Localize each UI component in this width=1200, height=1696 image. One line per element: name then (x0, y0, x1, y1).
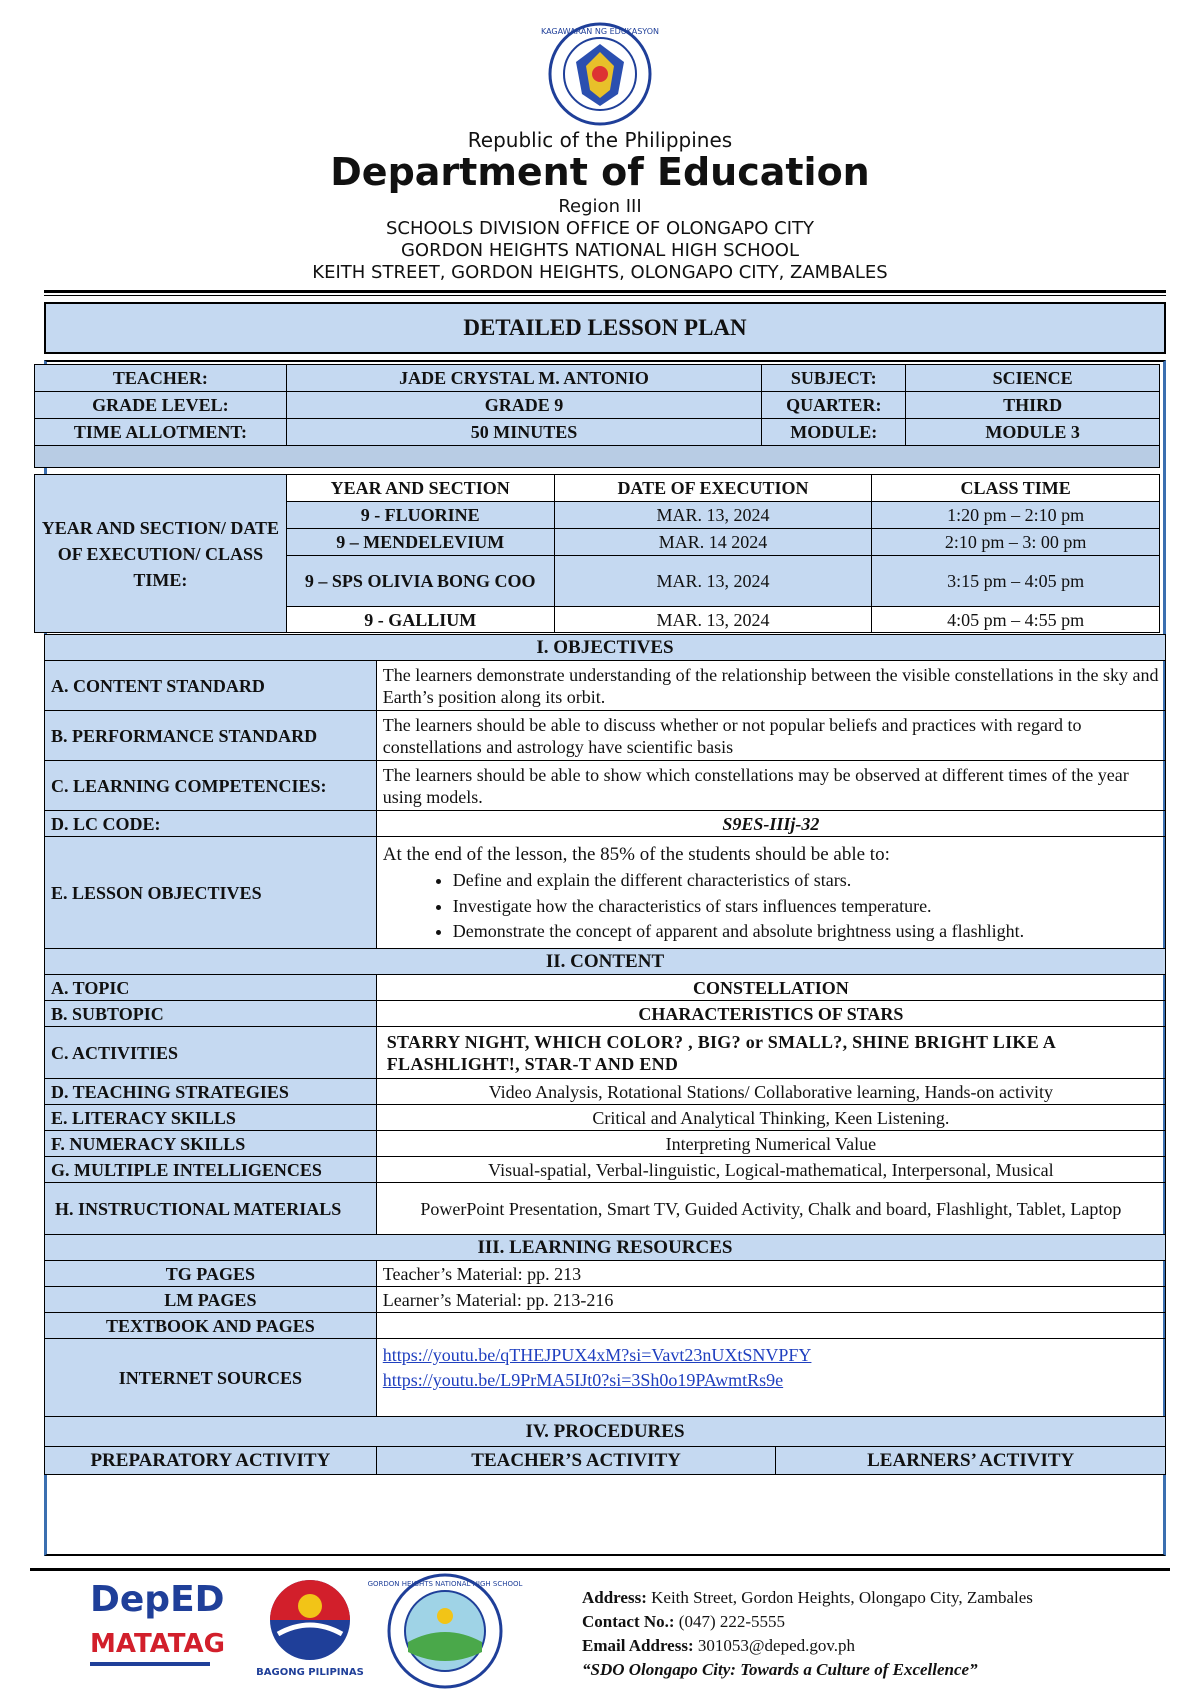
learning-competencies-label: C. LEARNING COMPETENCIES: (45, 761, 377, 811)
numeracy-label: F. NUMERACY SKILLS (45, 1131, 377, 1157)
grade-value: GRADE 9 (286, 392, 761, 419)
seal-text: KAGAWARAN NG EDUKASYON (540, 27, 660, 36)
date-cell: MAR. 14 2024 (554, 529, 872, 556)
time-label: TIME ALLOTMENT: (35, 419, 287, 446)
lm-pages-label: LM PAGES (45, 1287, 377, 1313)
preparatory-activity-header: PREPARATORY ACTIVITY (45, 1447, 377, 1475)
footer-email-value: 301053@deped.gov.ph (693, 1636, 856, 1655)
teacher-value: JADE CRYSTAL M. ANTONIO (286, 365, 761, 392)
time-value: 50 MINUTES (286, 419, 761, 446)
internet-link-2[interactable]: https://youtu.be/L9PrMA5IJt0?si=3Sh0o19PAwmtRs9e (382, 1370, 784, 1390)
materials-value: PowerPoint Presentation, Smart TV, Guided Activity, Chalk and board, Flashlight, Tablet, Laptop (376, 1183, 1165, 1235)
lesson-objectives-label: E. LESSON OBJECTIVES (45, 837, 377, 949)
region-line: Region III (558, 196, 642, 217)
bagong-pilipinas-logo (250, 1576, 370, 1686)
tg-pages-value: Teacher’s Material: pp. 213 (376, 1261, 1165, 1287)
subtopic-value: CHARACTERISTICS OF STARS (376, 1001, 1165, 1027)
quarter-value: THIRD (906, 392, 1160, 419)
internet-sources-cell (376, 1339, 1165, 1417)
objectives-heading: I. OBJECTIVES (45, 635, 1166, 661)
address-line: KEITH STREET, GORDON HEIGHTS, OLONGAPO CITY, ZAMBALES (312, 262, 888, 283)
department-title: Department of Education (330, 150, 870, 194)
footer-contact-label: Contact No.: (582, 1612, 675, 1631)
module-value: MODULE 3 (906, 419, 1160, 446)
teacher-activity-header: TEACHER’S ACTIVITY (376, 1447, 776, 1475)
topic-label: A. TOPIC (45, 975, 377, 1001)
time-cell: 2:10 pm – 3: 00 pm (872, 529, 1160, 556)
internet-sources-label: INTERNET SOURCES (45, 1339, 377, 1417)
footer-address-value: Keith Street, Gordon Heights, Olongapo City, Zambales (646, 1588, 1033, 1607)
subject-label: SUBJECT: (762, 365, 906, 392)
date-cell: MAR. 13, 2024 (554, 502, 872, 529)
subject-value: SCIENCE (906, 365, 1160, 392)
learners-activity-header: LEARNERS’ ACTIVITY (776, 1447, 1166, 1475)
content-heading: II. CONTENT (45, 949, 1166, 975)
time-cell: 1:20 pm – 2:10 pm (872, 502, 1160, 529)
header-rule (44, 290, 1166, 293)
lesson-table (44, 634, 1166, 1475)
performance-standard-label: B. PERFORMANCE STANDARD (45, 711, 377, 761)
topic-value: CONSTELLATION (376, 975, 1165, 1001)
learning-competencies-value: The learners should be able to show which constellations may be observed at different times of the year using models. (376, 761, 1165, 811)
lesson-objectives-intro: At the end of the lesson, the 85% of the students should be able to: (382, 843, 890, 865)
division-line: SCHOOLS DIVISION OFFICE OF OLONGAPO CITY (385, 218, 815, 239)
teacher-label: TEACHER: (35, 365, 287, 392)
info-table (34, 364, 1160, 468)
list-item: • Investigate how the characteristics of stars influences temperature. (453, 893, 1159, 919)
procedures-heading: IV. PROCEDURES (45, 1417, 1166, 1447)
bagong-pilipinas-emblem (250, 1576, 370, 1662)
footer-contact (582, 1610, 1033, 1634)
strategies-value: Video Analysis, Rotational Stations/ Collaborative learning, Hands-on activity (376, 1079, 1165, 1105)
quarter-label: QUARTER: (762, 392, 906, 419)
resources-heading: III. LEARNING RESOURCES (45, 1235, 1166, 1261)
section-cell: 9 - FLUORINE (286, 502, 554, 529)
schedule-side-label: YEAR AND SECTION/ DATE OF EXECUTION/ CLASS TIME: (35, 475, 287, 633)
document-title: DETAILED LESSON PLAN (44, 302, 1166, 354)
content-standard-label: A. CONTENT STANDARD (45, 661, 377, 711)
school-seal-logo (367, 1572, 523, 1690)
activities-value: STARRY NIGHT, WHICH COLOR? , BIG? or SMALL?, SHINE BRIGHT LIKE A FLASHLIGHT!, STAR-T AND END (376, 1027, 1165, 1079)
materials-label: H. INSTRUCTIONAL MATERIALS (45, 1183, 377, 1235)
date-cell: MAR. 13, 2024 (554, 556, 872, 607)
grade-label: GRADE LEVEL: (35, 392, 287, 419)
footer-contact-value: (047) 222-5555 (674, 1612, 786, 1631)
lesson-objectives-list (383, 867, 1159, 943)
section-cell: 9 – MENDELEVIUM (286, 529, 554, 556)
performance-standard-value: The learners should be able to discuss whether or not popular beliefs and practices with regard to constellations and astrology have scientific basis (376, 711, 1165, 761)
strategies-label: D. TEACHING STRATEGIES (45, 1079, 377, 1105)
internet-link-1[interactable]: https://youtu.be/qTHEJPUX4xM?si=Vavt23nUXtSNVPFY (382, 1345, 812, 1365)
list-item: • Define and explain the different characteristics of stars. (453, 867, 1159, 893)
school-line: GORDON HEIGHTS NATIONAL HIGH SCHOOL (400, 240, 799, 261)
intelligences-label: G. MULTIPLE INTELLIGENCES (45, 1157, 377, 1183)
logo-underline (90, 1662, 210, 1666)
date-cell: MAR. 13, 2024 (554, 607, 872, 633)
deped-wordmark: DepED (90, 1579, 225, 1620)
spacer-row (35, 446, 1160, 468)
footer-contact-block (582, 1586, 1033, 1682)
deped-matatag-logo (90, 1580, 230, 1676)
schedule-header-section: YEAR AND SECTION (286, 475, 554, 502)
lesson-objectives-cell (376, 837, 1165, 949)
deped-seal-logo (540, 22, 660, 126)
schedule-header-date: DATE OF EXECUTION (554, 475, 872, 502)
textbook-value (376, 1313, 1165, 1339)
lc-code-label: D. LC CODE: (45, 811, 377, 837)
matatag-wordmark: MATATAG (90, 1629, 225, 1659)
header-rule-thin (44, 295, 1166, 296)
time-cell: 4:05 pm – 4:55 pm (872, 607, 1160, 633)
footer-address-label: Address: (582, 1588, 647, 1607)
republic-line: Republic of the Philippines (467, 128, 733, 152)
list-item: • Demonstrate the concept of apparent and absolute brightness using a flashlight. (453, 919, 1159, 943)
literacy-value: Critical and Analytical Thinking, Keen Listening. (376, 1105, 1165, 1131)
footer-motto: “SDO Olongapo City: Towards a Culture of Excellence” (582, 1660, 978, 1679)
activities-label: C. ACTIVITIES (45, 1027, 377, 1079)
footer-rule (30, 1568, 1170, 1571)
section-cell: 9 – SPS OLIVIA BONG COO (286, 556, 554, 607)
module-label: MODULE: (762, 419, 906, 446)
section-cell: 9 - GALLIUM (286, 607, 554, 633)
lc-code-value: S9ES-IIIj-32 (376, 811, 1165, 837)
bagong-pilipinas-text: BAGONG PILIPINAS (256, 1667, 364, 1678)
footer-email (582, 1634, 1033, 1658)
schedule-header-time: CLASS TIME (872, 475, 1160, 502)
numeracy-value: Interpreting Numerical Value (376, 1131, 1165, 1157)
intelligences-value: Visual-spatial, Verbal-linguistic, Logical-mathematical, Interpersonal, Musical (376, 1157, 1165, 1183)
textbook-label: TEXTBOOK AND PAGES (45, 1313, 377, 1339)
literacy-label: E. LITERACY SKILLS (45, 1105, 377, 1131)
content-standard-value: The learners demonstrate understanding of the relationship between the visible constellations in the sky and Earth’s position along its orbit. (376, 661, 1165, 711)
schedule-table (34, 474, 1160, 633)
footer-email-label: Email Address: (582, 1636, 694, 1655)
lm-pages-value: Learner’s Material: pp. 213-216 (376, 1287, 1165, 1313)
footer-address (582, 1586, 1033, 1610)
tg-pages-label: TG PAGES (45, 1261, 377, 1287)
school-seal-text: GORDON HEIGHTS NATIONAL HIGH SCHOOL (367, 1580, 523, 1588)
time-cell: 3:15 pm – 4:05 pm (872, 556, 1160, 607)
subtopic-label: B. SUBTOPIC (45, 1001, 377, 1027)
